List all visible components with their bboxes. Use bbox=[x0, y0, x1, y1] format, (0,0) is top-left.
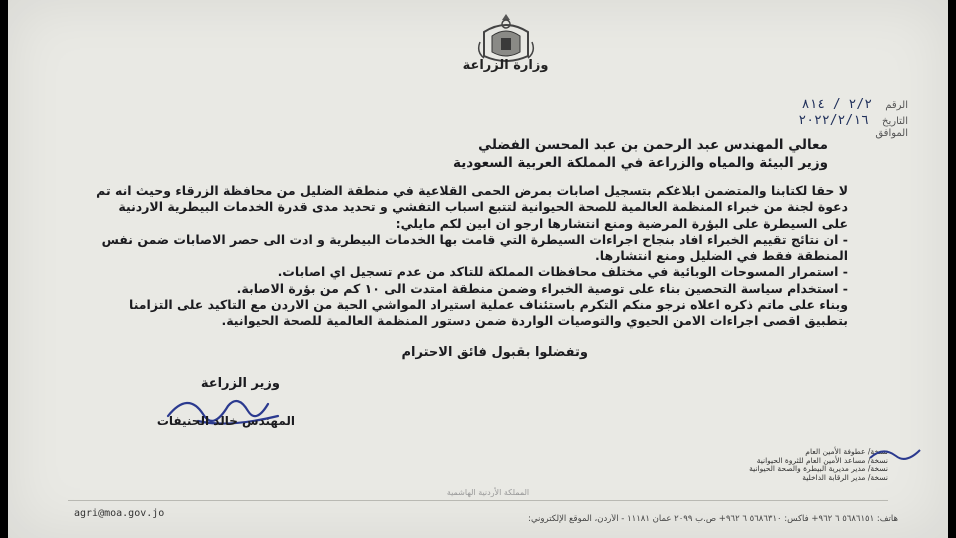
date-label: التاريخ bbox=[882, 116, 908, 127]
addressee-title: وزير البيئة والمياه والزراعة في المملكة العربية السعودية bbox=[453, 155, 828, 171]
addressee-name: معالي المهندس عبد الرحمن بن عبد المحسن الفضلي bbox=[478, 137, 828, 153]
cc-item: نسخة/ عطوفة الأمين العام bbox=[805, 447, 888, 456]
signatory-title: وزير الزراعة bbox=[200, 376, 280, 391]
addressee-block bbox=[128, 136, 828, 172]
closing-line: وتفضلوا بقبول فائق الاحترام bbox=[401, 345, 588, 360]
ministry-name: وزارة الزراعة bbox=[462, 58, 549, 73]
cc-item: نسخة/ مدير مديرية البيطرة والصحة الحيوانية bbox=[749, 464, 888, 473]
date-row bbox=[798, 113, 908, 128]
cc-item: نسخة/ مدير الرقابة الداخلية bbox=[802, 472, 888, 482]
footer-email: agri@moa.gov.jo bbox=[74, 508, 165, 519]
corresponding-row bbox=[875, 128, 908, 139]
body-paragraph: وبناء على ماتم ذكره اعلاه نرجو منكم التكرم باستئناف عملية استيراد المواشي الحية من الاردن مع التاكيد على التزامنا بتطبيق اقصى اجراءات الامن الحيوي والتوصيات الواردة ضمن دستور المنظمة العالمية للصحة الحيوانية. bbox=[129, 297, 848, 329]
handwritten-signature bbox=[158, 386, 288, 436]
cc-list bbox=[628, 448, 888, 482]
footer-contact: هاتف: ٥٦٨٦١٥١ ٦ ٩٦٢+ فاكس: ٥٦٨٦٣١٠ ٦ ٩٦٢+ ص.ب ٢٠٩٩ عمان ١١١٨١ - الأردن، الموقع الإلكتروني: bbox=[528, 514, 898, 524]
reference-value: ٢/٢ / ٨١٤ bbox=[801, 97, 873, 112]
letter-page bbox=[8, 0, 948, 538]
body-bullet: - استمرار المسوحات الوبائية في مختلف محافظات المملكة للتاكد من عدم تسجيل اي اصابات. bbox=[277, 264, 848, 280]
initials-mark bbox=[868, 444, 923, 466]
body-bullet: - ان نتائج تقييم الخبراء افاد بنجاح اجراءات السيطرة التي قامت بها الخدمات البيطرية و ادت الى حصر الاصابات ضمن نفس المنطقة فقط في الضليل ومنع انتشارها. bbox=[101, 231, 848, 264]
footer-label: المملكة الأردنية الهاشمية bbox=[446, 488, 530, 497]
signatory-name: المهندس خالد الحنيفات bbox=[156, 414, 295, 428]
reference-row bbox=[802, 97, 908, 112]
body-bullet: - استخدام سياسة التحصين بناء على توصية الخبراء وضمن منطقة امتدت الى ١٠ كم من بؤرة الاصابة. bbox=[236, 280, 848, 296]
body-paragraph: لا حقا لكتابنا والمتضمن ابلاغكم بتسجيل اصابات بمرض الحمى القلاعية في منطقة الضليل من محافظة الزرقاء وحيث انه تم دعوة لجنة من خبراء المنظمة العالمية للصحة الحيوانية لتتبع اسباب التفشي و تحديد مدى قدرة الخدمات البيطرية الاردنية على السيطرة على البؤرة المرضية ومنع انتشارها ارجو ان ابين لكم مايلي: bbox=[96, 183, 848, 231]
date-value: ٢٠٢٢/٢/١٦ bbox=[798, 113, 869, 128]
footer-divider bbox=[68, 500, 888, 501]
reference-label: الرقم bbox=[885, 100, 908, 111]
cc-item: نسخة/ مساعد الأمين العام للثروة الحيوانية bbox=[756, 455, 888, 465]
letter-body bbox=[88, 183, 848, 330]
corresponding-label: الموافق bbox=[875, 128, 908, 139]
